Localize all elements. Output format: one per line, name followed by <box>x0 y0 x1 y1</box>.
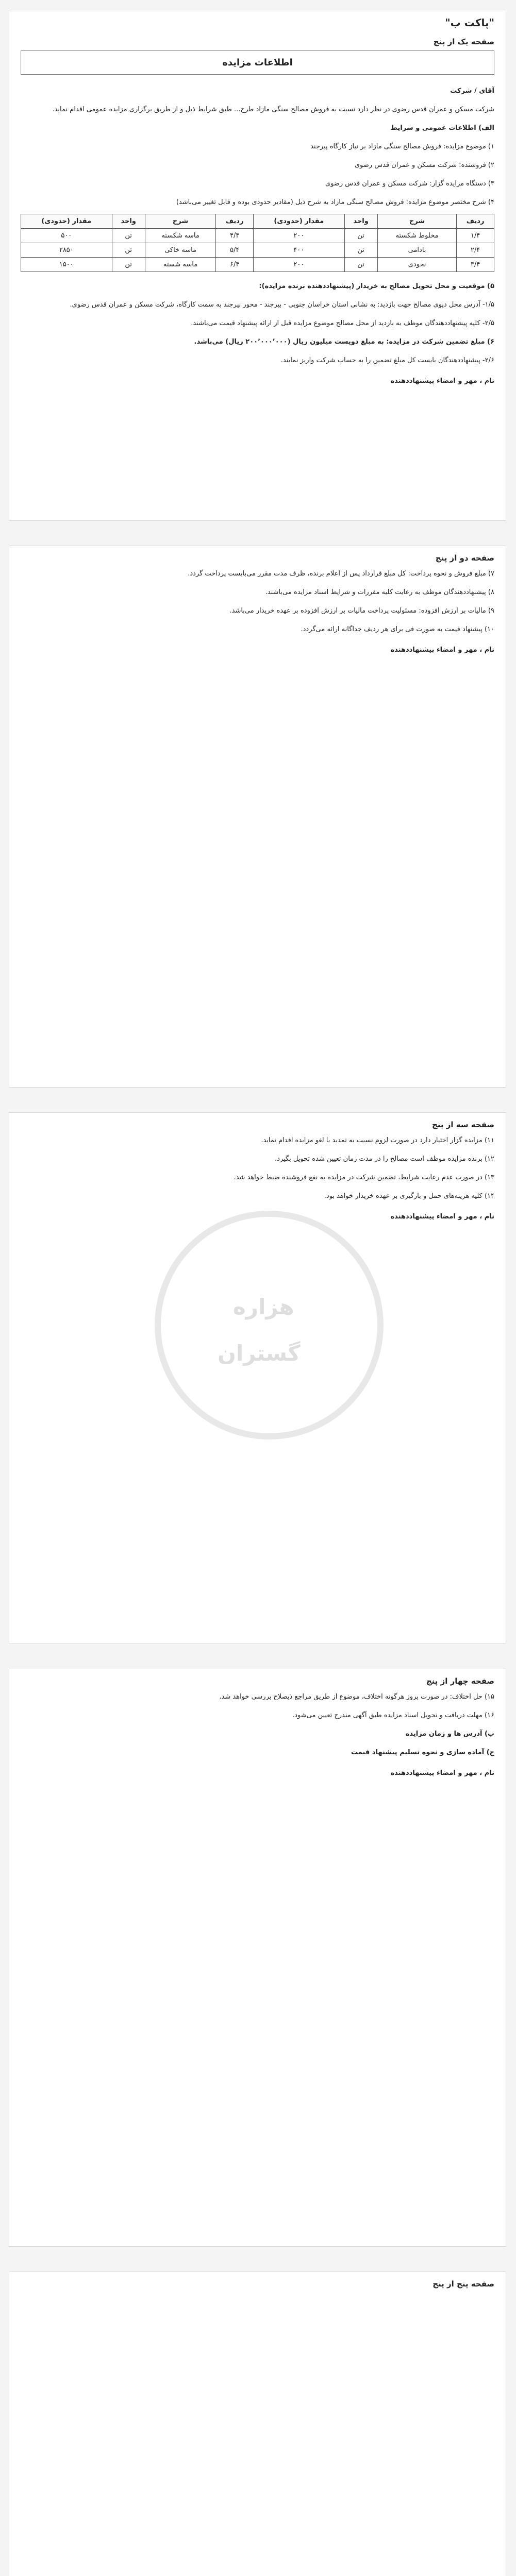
item-3: ۳) دستگاه مزایده گزار: شرکت مسکن و عمران قدس رضوی <box>325 180 494 188</box>
table-cell: ماسه خاکی <box>145 243 216 258</box>
item-4: ۴) شرح مختصر موضوع مزایده: فروش مصالح سنگی مازاد به شرح ذیل (مقادیر حدودی بوده و قابل تغییر می‌باشد) <box>176 198 494 206</box>
materials-table <box>21 214 494 272</box>
table-cell: ۲۰۰ <box>254 258 345 272</box>
table-cell: تن <box>344 243 377 258</box>
header-title: "پاکت ب" <box>445 16 494 29</box>
page-2 <box>9 546 506 1087</box>
intro-heading: آقای / شرکت <box>450 87 494 95</box>
page-4-text-4: ج) آماده سازی و نحوه تسلیم پیشنهاد قیمت <box>351 1749 494 1756</box>
table-cell: ۵/۴ <box>216 243 254 258</box>
signature-line: نام ، مهر و امضاء پیشنهاددهنده <box>390 1769 494 1777</box>
page-4-text-2: ۱۶) مهلت دریافت و تحویل اسناد مزایده طبق آگهی مندرج تعیین می‌شود. <box>292 1711 494 1719</box>
page-2-text-2: ۸) پیشنهاددهندگان موظف به رعایت کلیه مقررات و شرایط اسناد مزایده می‌باشند. <box>265 588 494 596</box>
table-cell: ۱/۴ <box>457 229 494 243</box>
watermark-text: هزاره <box>233 1294 294 1319</box>
item-5: ۵) موقعیت و محل تحویل مصالح به خریدار (پیشنهاددهنده برنده مزایده): <box>259 282 494 290</box>
page-number-3: صفحه سه از پنج <box>431 1120 494 1129</box>
table-header: شرح <box>377 214 457 229</box>
table-cell: ۴/۴ <box>216 229 254 243</box>
table-cell: بادامی <box>377 243 457 258</box>
page-5 <box>9 2272 506 2576</box>
signature-line: نام ، مهر و امضاء پیشنهاددهنده <box>390 1213 494 1221</box>
table-header: واحد <box>112 214 145 229</box>
table-cell: ۲/۴ <box>457 243 494 258</box>
table-cell: تن <box>112 258 145 272</box>
table-cell: تن <box>112 229 145 243</box>
table-row <box>21 229 494 243</box>
page-1 <box>9 10 506 520</box>
page-number-1: صفحه یک از پنج <box>433 37 494 46</box>
page-3-text-4: ۱۴) کلیه هزینه‌های حمل و بارگیری بر عهده خریدار خواهد بود. <box>324 1192 494 1200</box>
table-header: مقدار (حدودی) <box>254 214 345 229</box>
item-5-1: ۱/۵- آدرس محل دپوی مصالح جهت بازدید: به نشانی استان خراسان جنوبی - بیرجند - محور بیرجند به سمت کارگاه، شرکت مسکن و عمران قدس رضوی. <box>70 301 494 309</box>
table-cell: ۱۵۰۰ <box>21 258 112 272</box>
table-cell: ۳/۴ <box>457 258 494 272</box>
page-4 <box>9 1669 506 2246</box>
item-1: ۱) موضوع مزایده: فروش مصالح سنگی مازاد بر نیاز کارگاه پیرجند <box>310 143 494 150</box>
table-header: ردیف <box>457 214 494 229</box>
table-header: مقدار (حدودی) <box>21 214 112 229</box>
table-row <box>21 243 494 258</box>
table-cell: تن <box>344 258 377 272</box>
table-header: ردیف <box>216 214 254 229</box>
page-2-text-4: ۱۰) پیشنهاد قیمت به صورت فی برای هر ردیف جداگانه ارائه می‌گردد. <box>301 625 494 633</box>
table-cell: ۵۰۰ <box>21 229 112 243</box>
item-5-2: ۲/۵- کلیه پیشنهاددهندگان موظف به بازدید از محل مصالح موضوع مزایده قبل از ارائه پیشنهاد قیمت می‌باشند. <box>191 319 494 327</box>
page-4-text-3: ب) آدرس ها و زمان مزایده <box>405 1730 494 1738</box>
watermark-text: گستران <box>218 1341 301 1366</box>
intro-text: شرکت مسکن و عمران قدس رضوی در نظر دارد نسبت به فروش مصالح سنگی مازاد طرح... طبق شرایط ذیل و از طریق برگزاری مزایده عمومی اقدام نماید. <box>52 106 494 113</box>
table-cell: ۲۰۰ <box>254 229 345 243</box>
table-cell: نخودی <box>377 258 457 272</box>
item-6-2: ۲/۶- پیشنهاددهندگان بایست کل مبلغ تضمین را به حساب شرکت واریز نمایند. <box>280 357 494 364</box>
page-number-2: صفحه دو از پنج <box>435 553 494 563</box>
page-4-text-1: ۱۵) حل اختلاف: در صورت بروز هرگونه اختلاف، موضوع از طریق مراجع ذیصلاح بررسی خواهد شد. <box>219 1693 494 1701</box>
page-2-text-1: ۷) مبلغ فروش و نحوه پرداخت: کل مبلغ قرارداد پس از اعلام برنده، ظرف مدت مقرر می‌بایست پرداخت گردد. <box>188 570 494 578</box>
section-a-title: الف) اطلاعات عمومی و شرایط <box>390 124 494 132</box>
item-6: ۶) مبلغ تضمین شرکت در مزایده: به مبلغ دویست میلیون ریال (۲۰۰٬۰۰۰٬۰۰۰ ریال) می‌باشد. <box>194 338 494 346</box>
table-cell: ۶/۴ <box>216 258 254 272</box>
page-number-5: صفحه پنج از پنج <box>432 2279 494 2289</box>
main-title: اطلاعات مزایده <box>21 50 494 75</box>
table-cell: ماسه شکسته <box>145 229 216 243</box>
signature-line: نام ، مهر و امضاء پیشنهاددهنده <box>390 377 494 385</box>
table-header: شرح <box>145 214 216 229</box>
table-cell: تن <box>112 243 145 258</box>
page-number-4: صفحه چهار از پنج <box>426 1676 494 1686</box>
table-header: واحد <box>344 214 377 229</box>
item-2: ۲) فروشنده: شرکت مسکن و عمران قدس رضوی <box>354 161 494 169</box>
table-row <box>21 258 494 272</box>
table-cell: ۴۰۰ <box>254 243 345 258</box>
table-cell: تن <box>344 229 377 243</box>
signature-line: نام ، مهر و امضاء پیشنهاددهنده <box>390 646 494 654</box>
table-cell: ۲۸۵۰ <box>21 243 112 258</box>
page-3-text-1: ۱۱) مزایده گزار اختیار دارد در صورت لزوم نسبت به تمدید یا لغو مزایده اقدام نماید. <box>261 1137 494 1144</box>
page-3-text-2: ۱۲) برنده مزایده موظف است مصالح را در مدت زمان تعیین شده تحویل بگیرد. <box>274 1155 494 1163</box>
page-2-text-3: ۹) مالیات بر ارزش افزوده: مسئولیت پرداخت مالیات بر ارزش افزوده بر عهده خریدار می‌باشد. <box>229 607 494 615</box>
table-cell: ماسه شسته <box>145 258 216 272</box>
table-cell: مخلوط شکسته <box>377 229 457 243</box>
page-3-text-3: ۱۳) در صورت عدم رعایت شرایط، تضمین شرکت در مزایده به نفع فروشنده ضبط خواهد شد. <box>234 1174 494 1181</box>
watermark-logo <box>155 1211 384 1439</box>
